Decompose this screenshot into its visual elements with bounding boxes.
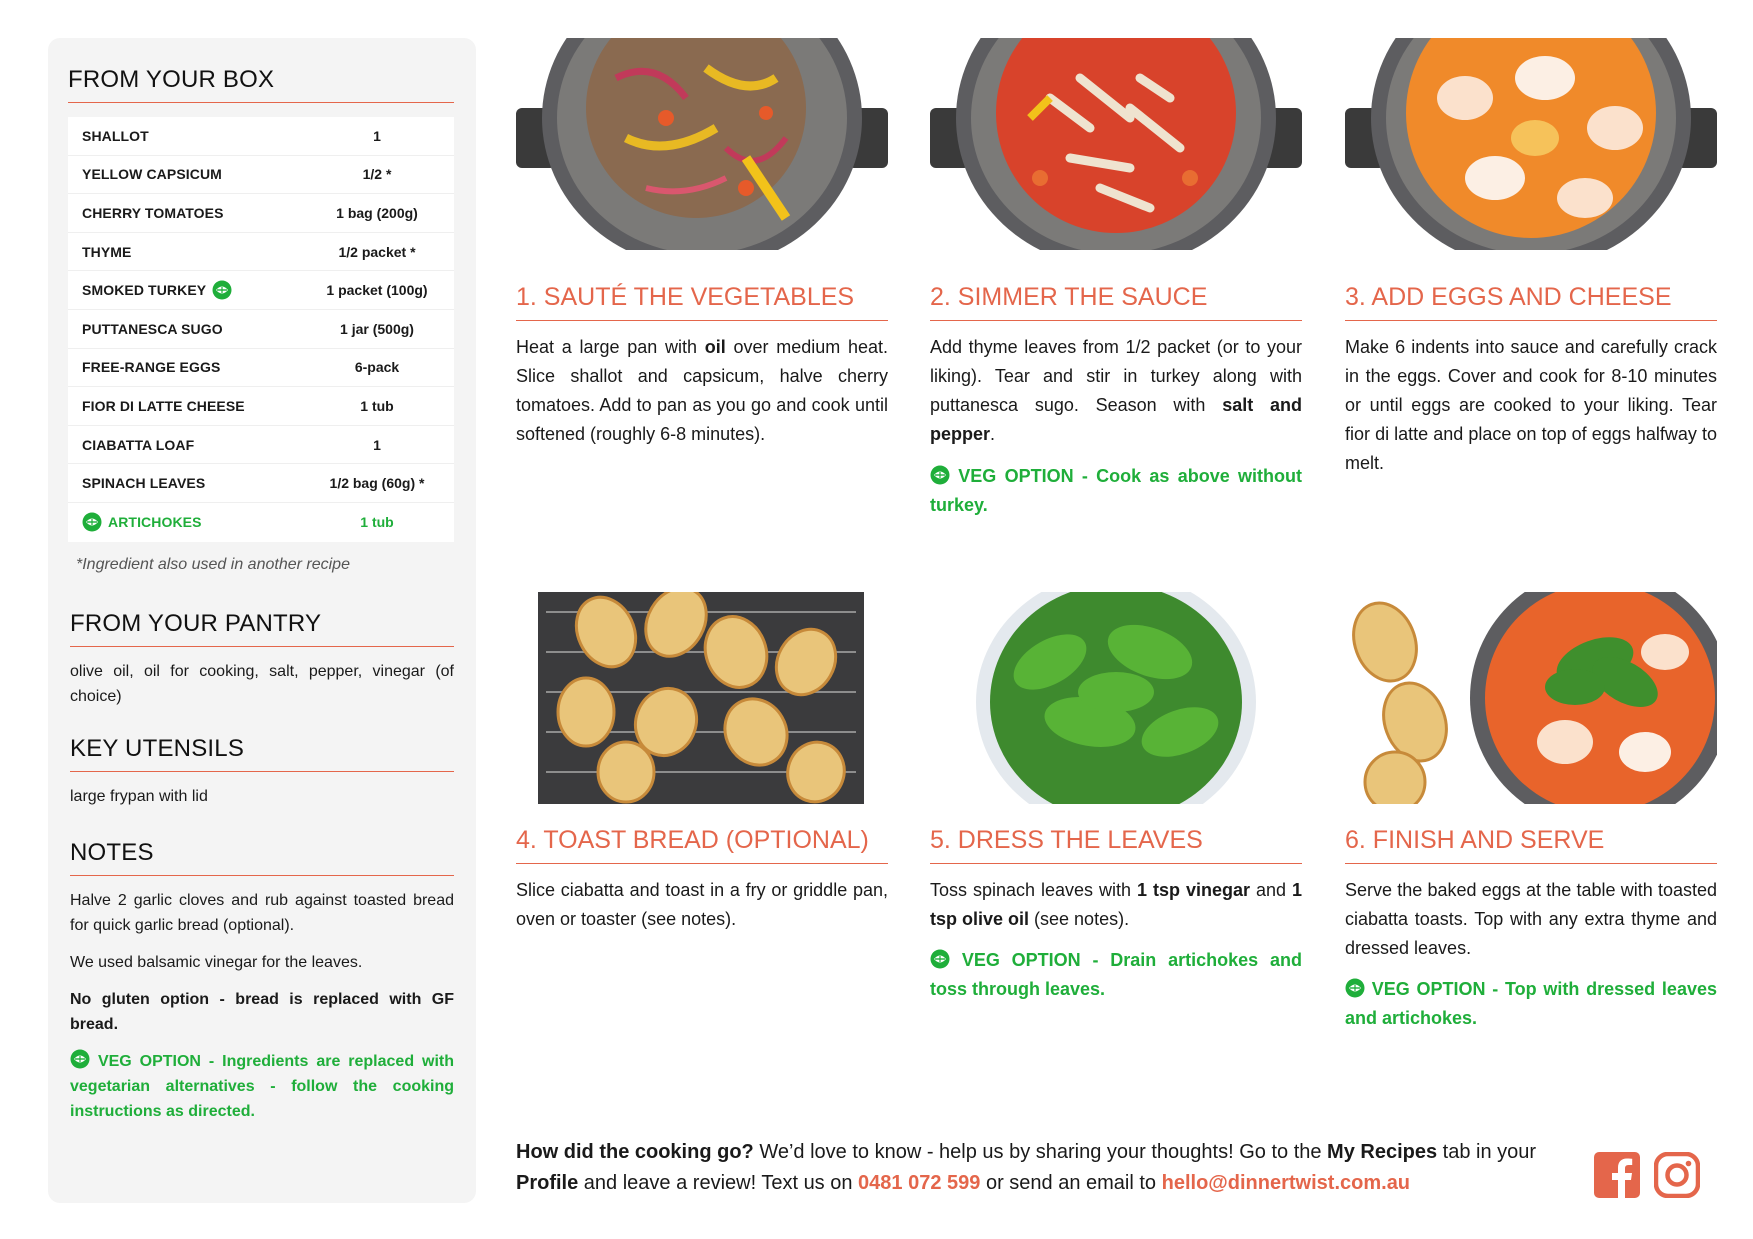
step-2-text-part: . xyxy=(990,424,996,444)
ingredient-qty: 1 jar (500g) xyxy=(340,320,414,337)
step-5-bold: 1 tsp olive oil xyxy=(930,880,1302,929)
ingredient-name: SPINACH LEAVES xyxy=(82,475,206,492)
ingredient-name: SMOKED TURKEY xyxy=(82,282,207,299)
footer-text: and leave a review! Text us on xyxy=(578,1172,859,1194)
step-6-text: Serve the baked eggs at the table with toasted ciabatta toasts. Top with any extra thyme and dressed leaves. xyxy=(1345,880,1717,958)
ingredient-qty: 1 tub xyxy=(360,514,394,531)
ingredient-qty: 1/2 packet * xyxy=(338,243,416,260)
step-5-title: 5. DRESS THE LEAVES xyxy=(930,826,1302,864)
email-link[interactable]: hello@dinnertwist.com.au xyxy=(1161,1172,1411,1194)
key-utensils-title: KEY UTENSILS xyxy=(70,735,454,772)
leaf-icon xyxy=(1345,978,1365,998)
step-5-bold: 1 tsp vinegar xyxy=(1137,880,1250,900)
leaf-icon xyxy=(930,949,950,969)
ingredient-name: PUTTANESCA SUGO xyxy=(82,320,223,337)
veg-option-text: VEG OPTION - Cook as above without turkey. xyxy=(930,466,1302,515)
step-3-photo xyxy=(1345,38,1717,250)
step-3-title: 3. ADD EGGS AND CHEESE xyxy=(1345,283,1717,321)
pantry-text: olive oil, oil for cooking, salt, pepper, vinegar (of choice) xyxy=(70,662,454,705)
from-your-pantry-title: FROM YOUR PANTRY xyxy=(70,610,454,647)
from-your-box-title: FROM YOUR BOX xyxy=(68,66,454,103)
step-1-title: 1. SAUTÉ THE VEGETABLES xyxy=(516,283,888,321)
table-row xyxy=(68,464,454,503)
step-1-photo xyxy=(516,38,888,250)
note-garlic: Halve 2 garlic cloves and rub against toasted bread for quick garlic bread (optional). xyxy=(70,891,454,934)
table-row xyxy=(68,271,454,310)
step-5-text-part: Toss spinach leaves with xyxy=(930,880,1137,900)
table-row xyxy=(68,156,454,195)
table-row xyxy=(68,503,454,542)
ingredient-qty: 1 bag (200g) xyxy=(336,204,418,221)
step-5-text-part: (see notes). xyxy=(1029,909,1130,929)
instagram-icon[interactable] xyxy=(1654,1152,1700,1198)
step-4-photo xyxy=(516,592,888,804)
utensils-text: large frypan with lid xyxy=(70,787,208,805)
profile-label: Profile xyxy=(516,1172,579,1194)
step-1-text-part: Heat a large pan with xyxy=(516,337,705,357)
footer-question: How did the cooking go? xyxy=(516,1141,754,1163)
table-row xyxy=(68,194,454,233)
leaf-icon xyxy=(70,1049,90,1069)
veg-option-text: VEG OPTION - Top with dressed leaves and artichokes. xyxy=(1345,979,1717,1028)
veg-option-text: VEG OPTION - Drain artichokes and toss through leaves. xyxy=(930,950,1302,999)
ingredient-qty: 6-pack xyxy=(354,359,400,376)
leaf-icon xyxy=(82,512,102,532)
step-2-title: 2. SIMMER THE SAUCE xyxy=(930,283,1302,321)
ingredient-qty: 1 packet (100g) xyxy=(326,282,428,299)
footer-text: or send an email to xyxy=(980,1172,1162,1194)
feedback-footer xyxy=(516,1137,1576,1199)
step-3-text: Make 6 indents into sauce and carefully crack in the eggs. Cover and cook for 8-10 minutes or until eggs are cooked to your liking. Tear fior di latte and place on top of eggs halfway to melt. xyxy=(1345,337,1717,473)
note-vinegar: We used balsamic vinegar for the leaves. xyxy=(70,953,363,971)
step-1-text-part: over medium heat. Slice shallot and capsicum, halve cherry tomatoes. Add to pan as you go and cook until softened (roughly 6-8 minutes). xyxy=(516,337,889,444)
step-5-text-part: and xyxy=(1250,880,1292,900)
note-veg-text: VEG OPTION - Ingredients are replaced with vegetarian alternatives - follow the cooking instructions as directed. xyxy=(70,1052,455,1120)
ingredient-name: SHALLOT xyxy=(82,127,149,144)
ingredient-name: CHERRY TOMATOES xyxy=(82,204,224,221)
step-5-veg-option xyxy=(930,946,1302,1004)
ingredient-qty: 1 xyxy=(373,436,381,453)
facebook-icon[interactable] xyxy=(1594,1152,1640,1198)
footer-text: tab in your xyxy=(1437,1141,1537,1163)
note-gluten: No gluten option - bread is replaced with GF bread. xyxy=(70,990,454,1033)
table-row xyxy=(68,117,454,156)
step-6-veg-option xyxy=(1345,975,1717,1033)
step-5-text xyxy=(930,876,1302,934)
ingredient-name: YELLOW CAPSICUM xyxy=(82,166,222,183)
ingredient-qty: 1/2 bag (60g) * xyxy=(329,475,425,492)
table-row xyxy=(68,349,454,388)
ingredient-qty: 1 xyxy=(373,127,381,144)
step-6-title: 6. FINISH AND SERVE xyxy=(1345,826,1717,864)
ingredients-table xyxy=(68,117,454,542)
ingredient-name: FIOR DI LATTE CHEESE xyxy=(82,397,245,414)
ingredient-name: THYME xyxy=(82,243,132,260)
step-1-text xyxy=(516,333,888,449)
ingredient-name: ARTICHOKES xyxy=(108,514,202,531)
table-row xyxy=(68,387,454,426)
sidebar xyxy=(48,38,476,1203)
step-4-title: 4. TOAST BREAD (OPTIONAL) xyxy=(516,826,888,864)
phone-link[interactable]: 0481 072 599 xyxy=(858,1172,981,1194)
step-4-text: Slice ciabatta and toast in a fry or griddle pan, oven or toaster (see notes). xyxy=(516,880,888,929)
step-5-photo xyxy=(930,592,1302,804)
ingredient-name: CIABATTA LOAF xyxy=(82,436,195,453)
ingredient-name-cell xyxy=(68,512,300,532)
ingredient-qty: 1/2 * xyxy=(362,166,392,183)
table-row xyxy=(68,310,454,349)
step-2-photo xyxy=(930,38,1302,250)
step-2-veg-option xyxy=(930,462,1302,520)
step-6-photo xyxy=(1345,592,1717,804)
notes-title: NOTES xyxy=(70,839,454,876)
footnote: *Ingredient also used in another recipe xyxy=(76,555,350,573)
ingredient-name: FREE-RANGE EGGS xyxy=(82,359,221,376)
footer-text: We’d love to know - help us by sharing your thoughts! Go to the xyxy=(753,1141,1328,1163)
ingredient-qty: 1 tub xyxy=(360,397,394,414)
step-2-text xyxy=(930,333,1302,449)
ingredient-name-cell xyxy=(68,280,300,300)
my-recipes-label: My Recipes xyxy=(1327,1141,1438,1163)
step-1-bold: oil xyxy=(704,337,726,357)
note-veg xyxy=(70,1049,454,1124)
step-2-bold: salt and pepper xyxy=(930,395,1302,444)
leaf-icon xyxy=(930,465,950,485)
table-row xyxy=(68,426,454,465)
leaf-icon xyxy=(212,280,232,300)
step-2-text-part: Add thyme leaves from 1/2 packet (or to your liking). Tear and stir in turkey along with puttanesca sugo. Season with xyxy=(930,337,1302,415)
table-row xyxy=(68,233,454,272)
